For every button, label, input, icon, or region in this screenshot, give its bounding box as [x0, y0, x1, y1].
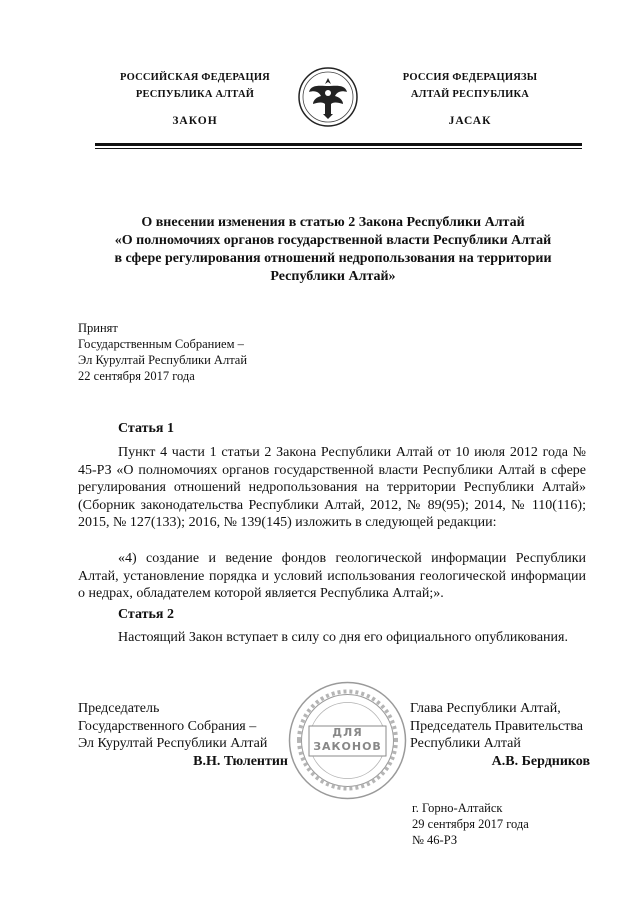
- stamp-text-bottom: ЗАКОНОВ: [313, 740, 382, 753]
- header-rule-thin: [95, 148, 582, 149]
- article-1-paragraph-2: «4) создание и ведение фондов геологической информации Республики Алтай, установление порядка и условий использования геологической информации о недрах, обладателем которой является Республика Алтай;».: [78, 551, 586, 601]
- header-left-line2: РЕСПУБЛИКА АЛТАЙ: [135, 89, 255, 100]
- signature-right: [410, 700, 590, 770]
- signature-left-line-3: Эл Курултай Республики Алтай: [78, 736, 268, 751]
- article-1-paragraph-1: Пункт 4 части 1 статьи 2 Закона Республики Алтай от 10 июля 2012 года № 45-РЗ «О полномочиях органов государственной власти Республики Алтай в сфере регулирования отношений недропользования на территории Республики Алтай» (Сборник законодательства Республики Алтай, 2012, № 89(95); 2014, № 110(116); 2015, № 127(133); 2016, № 139(145) изложить в следующей редакции:: [78, 445, 586, 530]
- adopted-line-2: Государственным Собранием –: [78, 337, 244, 351]
- official-stamp: [285, 678, 410, 803]
- header-left-title: ЗАКОН: [172, 115, 218, 127]
- title-line-1: О внесении изменения в статью 2 Закона Республики Алтай: [141, 215, 525, 230]
- adopted-line-4: 22 сентября 2017 года: [78, 369, 195, 383]
- stamp-text-top: ДЛЯ: [332, 726, 363, 739]
- footer-city: г. Горно-Алтайск: [412, 801, 503, 815]
- header-rule-thick: [95, 143, 582, 146]
- coat-of-arms-emblem: [297, 66, 359, 128]
- header-left-line1: РОССИЙСКАЯ ФЕДЕРАЦИЯ: [120, 72, 270, 83]
- header-right-line1: РОССИЯ ФЕДЕРАЦИЯЗЫ: [402, 72, 538, 83]
- signature-left: [78, 700, 288, 770]
- article-2-heading: Статья 2: [118, 607, 174, 622]
- footer-number: № 46-РЗ: [412, 833, 458, 847]
- header-right-line2: АЛТАЙ РЕСПУБЛИКА: [410, 89, 530, 100]
- article-1-heading: Статья 1: [118, 421, 174, 436]
- adopted-line-3: Эл Курултай Республики Алтай: [78, 353, 248, 367]
- header-right-title: JАСАК: [448, 115, 492, 127]
- signature-left-line-1: Председатель: [78, 701, 160, 716]
- signature-right-line-3: Республики Алтай: [410, 736, 521, 751]
- signature-right-line-1: Глава Республики Алтай,: [410, 701, 561, 716]
- signature-left-name: В.Н. Тюлентин: [193, 753, 288, 769]
- title-line-2: «О полномочиях органов государственной власти Республики Алтай: [114, 233, 552, 248]
- signature-right-name: А.В. Бердников: [491, 753, 590, 769]
- article-2-paragraph-1: Настоящий Закон вступает в силу со дня его официального опубликования.: [118, 630, 568, 645]
- adopted-block: [78, 320, 338, 384]
- footer-date: 29 сентября 2017 года: [412, 817, 529, 831]
- footer-block: [412, 800, 592, 848]
- adopted-line-1: Принят: [78, 321, 118, 335]
- signature-right-line-2: Председатель Правительства: [410, 718, 583, 734]
- document-title: [78, 214, 588, 286]
- title-line-4: Республики Алтай»: [270, 269, 396, 284]
- signature-left-line-2: Государственного Собрания –: [78, 718, 257, 734]
- title-line-3: в сфере регулирования отношений недропользования на территории: [114, 251, 552, 266]
